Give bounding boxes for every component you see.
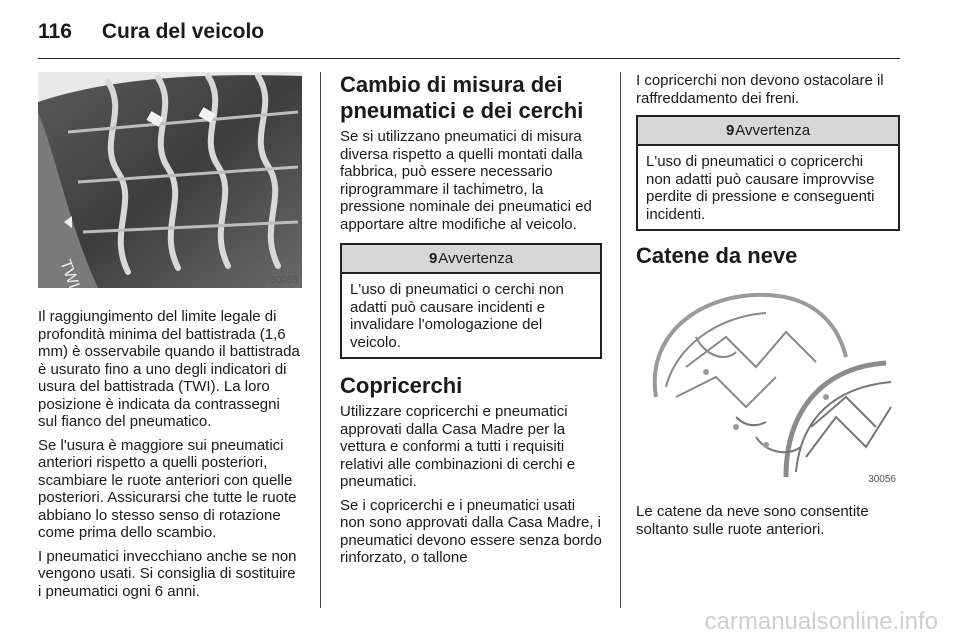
- watermark: carmanualsonline.info: [704, 608, 938, 635]
- warning-text: L'uso di pneumatici o copricerchi non adatti può causare improvvise perdite di pressione e conseguenti incidenti.: [646, 153, 875, 223]
- paragraph: I copricerchi non devono ostacolare il raffreddamento dei freni.: [636, 72, 884, 107]
- warning-box: [340, 243, 602, 359]
- column-divider-2: [620, 72, 621, 608]
- header-rule: [38, 58, 900, 59]
- warning-title: Avvertenza: [735, 122, 811, 139]
- heading-hubcaps: Copricerchi: [340, 373, 463, 398]
- page-number: 116: [38, 20, 72, 43]
- warning-text: L'uso di pneumatici o cerchi non adatti può causare incidenti e invalidare l'omologazione del veicolo.: [350, 281, 564, 351]
- section-title: Cura del veicolo: [101, 20, 265, 43]
- figure-code: 30056: [868, 474, 896, 485]
- column-2: [340, 72, 602, 573]
- tire-tread-figure: [38, 72, 302, 288]
- warning-icon: 9: [725, 122, 735, 139]
- paragraph: Se si utilizzano pneumatici di misura diversa rispetto a quelli montati dalla fabbrica, può essere necessario riprogrammare il tachimetro, la pressione nominale dei pneumatici ed apportare altre modifiche al veicolo.: [340, 128, 592, 233]
- warning-header: [638, 117, 898, 146]
- paragraph: Se l'usura è maggiore sui pneumatici anteriori rispetto a quelli posteriori, scambiare le ruote anteriori con quelle posteriori. Assicurarsi che tutte le ruote abbiano lo stesso senso di rotazione come prima dello scambio.: [38, 436, 297, 541]
- warning-title: Avvertenza: [438, 250, 514, 267]
- paragraph: Il raggiungimento del limite legale di profondità minima del battistrada (1,6 mm) è osservabile quando il battistrada è usurato fino a uno degli indicatori di usura del battistrada (TWI). La loro posizione è indicata da contrassegni sul fianco del pneumatico.: [38, 308, 300, 430]
- twi-label: TWI: [56, 257, 83, 288]
- figure-code: 30055: [270, 275, 298, 286]
- paragraph: Le catene da neve sono consentite soltanto sulle ruote anteriori.: [636, 503, 869, 538]
- page-header: [38, 16, 264, 48]
- snow-chains-figure: [636, 277, 900, 487]
- tire-tread-illustration: [38, 72, 302, 288]
- heading-snow-chains: Catene da neve: [636, 243, 798, 268]
- warning-icon: 9: [428, 250, 438, 267]
- paragraph: I pneumatici invecchiano anche se non vengono usati. Si consiglia di sostituire i pneumatici ogni 6 anni.: [38, 547, 297, 600]
- column-divider-1: [320, 72, 321, 608]
- column-1: [38, 72, 302, 606]
- warning-box: [636, 115, 900, 231]
- snow-chains-illustration: [636, 277, 900, 487]
- paragraph: Utilizzare copricerchi e pneumatici approvati dalla Casa Madre per la vettura e conformi a tutti i requisiti relativi alle combinazioni di cerchi e pneumatici.: [340, 403, 576, 490]
- warning-header: [342, 245, 600, 274]
- heading-tire-size: Cambio di misura dei pneumatici e dei cerchi: [340, 72, 584, 123]
- column-3: [636, 72, 900, 544]
- paragraph: Se i copricerchi e i pneumatici usati non sono approvati dalla Casa Madre, i pneumatici devono essere senza bordo rinforzato, o tallone: [340, 496, 602, 566]
